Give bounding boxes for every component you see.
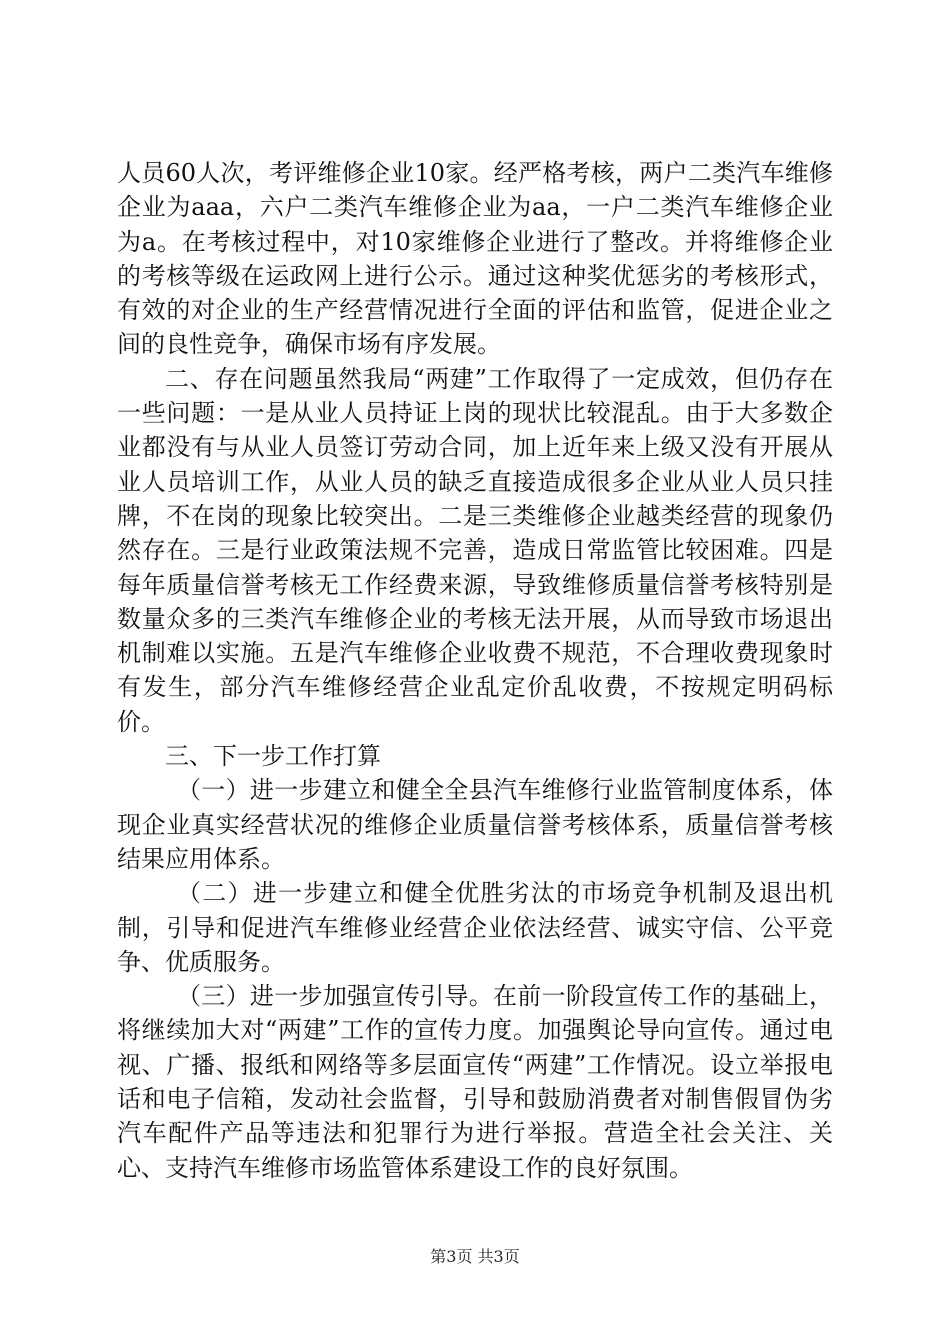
paragraph-section-two-problems: 二、存在问题虽然我局“两建”工作取得了一定成效，但仍存在一些问题：一是从业人员持证上岗的现状比较混乱。由于大多数企业都没有与从业人员签订劳动合同，加上近年来上级又没有开展从业人员培训工作，从业人员的缺乏直接造成很多企业从业人员只挂牌，不在岗的现象比较突出。二是三类维修企业越类经营的现象仍然存在。三是行业政策法规不完善，造成日常监管比较困难。四是每年质量信誉考核无工作经费来源，导致维修质量信誉考核特别是数量众多的三类汽车维修企业的考核无法开展，从而导致市场退出机制难以实施。五是汽车维修企业收费不规范，不合理收费现象时有发生，部分汽车维修经营企业乱定价乱收费，不按规定明码标价。	[117, 364, 833, 736]
paragraph-continuation: 人员60人次，考评维修企业10家。经严格考核，两户二类汽车维修企业为aaa，六户二类汽车维修企业为aa，一户二类汽车维修企业为a。在考核过程中，对10家维修企业进行了整改。并将维修企业的考核等级在运政网上进行公示。通过这种奖优惩劣的考核形式，有效的对企业的生产经营情况进行全面的评估和监管，促进企业之间的良性竞争，确保市场有序发展。	[117, 159, 833, 359]
paragraph-item-three: （三）进一步加强宣传引导。在前一阶段宣传工作的基础上，将继续加大对“两建”工作的宣传力度。加强舆论导向宣传。通过电视、广播、报纸和网络等多层面宣传“两建”工作情况。设立举报电话和电子信箱，发动社会监督，引导和鼓励消费者对制售假冒伪劣汽车配件产品等违法和犯罪行为进行举报。营造全社会关注、关心、支持汽车维修市场监管体系建设工作的良好氛围。	[117, 982, 833, 1182]
paragraph-item-one: （一）进一步建立和健全全县汽车维修行业监管制度体系，体现企业真实经营状况的维修企业质量信誉考核体系，质量信誉考核结果应用体系。	[117, 776, 833, 873]
document-body	[117, 156, 833, 1185]
page-number-footer: 第3页 共3页	[430, 1247, 520, 1266]
paragraph-item-two: （二）进一步建立和健全优胜劣汰的市场竞争机制及退出机制，引导和促进汽车维修业经营企业依法经营、诚实守信、公平竞争、优质服务。	[117, 879, 833, 976]
heading-section-three-next-steps: 三、下一步工作打算	[165, 742, 381, 771]
